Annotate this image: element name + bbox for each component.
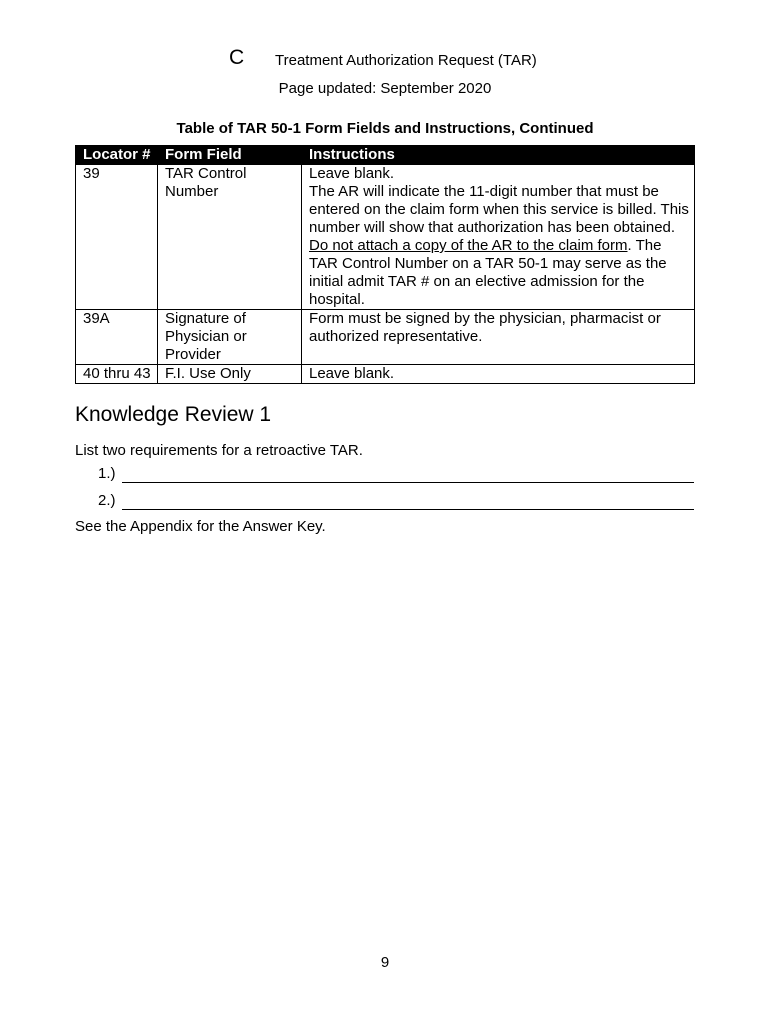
table-header-row [76,146,695,165]
answer-blank[interactable] [122,467,694,483]
answer-blank[interactable] [122,494,694,510]
table-row [76,310,695,365]
cell-locator: 40 thru 43 [76,365,158,384]
header-section-letter: C [229,46,245,69]
table-row [76,365,695,384]
answer-key-note: See the Appendix for the Answer Key. [75,518,326,535]
column-header-locator: Locator # [76,146,158,165]
answer-number: 1.) [98,465,116,482]
cell-instructions: Leave blank. [302,365,695,384]
page-number: 9 [380,954,390,971]
knowledge-review-title: Knowledge Review 1 [75,403,272,426]
knowledge-review-prompt: List two requirements for a retroactive TAR. [75,442,363,459]
answer-number: 2.) [98,492,116,509]
column-header-instructions: Instructions [302,146,695,165]
instruction-text: . The TAR Control Number on a TAR 50-1 may serve as the initial admit TAR # on an elective admission for the hospital. [309,237,667,308]
header-title: Treatment Authorization Request (TAR) [275,52,537,69]
instruction-underlined-text: Do not attach a copy of the AR to the claim form [309,237,628,254]
table-row [76,165,695,310]
cell-locator: 39 [76,165,158,310]
cell-instructions [302,165,695,310]
cell-form-field: TAR Control Number [158,165,302,310]
cell-locator: 39A [76,310,158,365]
answer-line-1[interactable] [98,465,694,483]
answer-line-2[interactable] [98,492,694,510]
instruction-line: Leave blank. [309,165,395,182]
tar-fields-table [75,145,695,384]
table-caption: Table of TAR 50-1 Form Fields and Instructions, Continued [176,120,594,137]
page-updated-date: Page updated: September 2020 [278,80,492,97]
cell-form-field: Signature of Physician or Provider [158,310,302,365]
cell-instructions: Form must be signed by the physician, pharmacist or authorized representative. [302,310,695,365]
column-header-form-field: Form Field [158,146,302,165]
instruction-text: The AR will indicate the 11-digit number that must be entered on the claim form when this service is billed. This number will show that authorization has been obtained. [309,183,689,236]
cell-form-field: F.I. Use Only [158,365,302,384]
